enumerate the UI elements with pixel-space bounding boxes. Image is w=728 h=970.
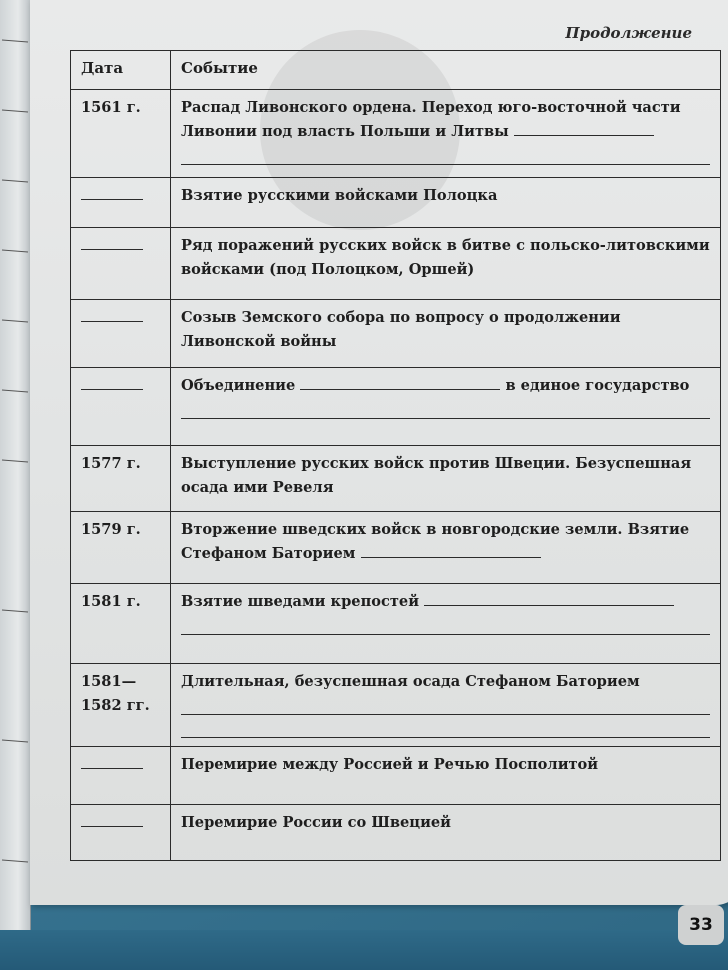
answer-line[interactable]: [181, 614, 710, 635]
left-page-lines: [0, 0, 30, 940]
date-cell: 1579 г.: [71, 512, 171, 584]
answer-line[interactable]: [181, 144, 710, 165]
event-cell: [171, 584, 721, 664]
continuation-label: Продолжение: [565, 24, 692, 42]
event-cell: [171, 512, 721, 584]
table-row: [71, 368, 721, 446]
table-header-row: [71, 51, 721, 90]
date-cell: [71, 805, 171, 861]
event-text: Вторжение шведских войск в новгородские земли. Взятие Стефаном Баторием: [181, 521, 690, 562]
table-row: [71, 446, 721, 512]
answer-blank[interactable]: [424, 591, 674, 606]
event-text-part1: Объединение: [181, 377, 296, 394]
date-cell: [71, 228, 171, 300]
event-cell: [171, 664, 721, 747]
date-blank[interactable]: [81, 375, 143, 390]
date-cell: [71, 178, 171, 228]
answer-line[interactable]: [181, 694, 710, 715]
event-cell: [171, 368, 721, 446]
date-cell: 1581 г.: [71, 584, 171, 664]
table-row: [71, 228, 721, 300]
event-cell: Выступление русских войск против Швеции. Безуспешная осада ими Ревеля: [171, 446, 721, 512]
table-row: [71, 747, 721, 805]
event-cell: Перемирие России со Швецией: [171, 805, 721, 861]
date-cell: 1561 г.: [71, 90, 171, 178]
table-row: [71, 512, 721, 584]
event-cell: Ряд поражений русских войск в битве с польско-литовскими войсками (под Полоцком, Оршей): [171, 228, 721, 300]
header-event: Событие: [171, 51, 721, 90]
table-row: [71, 805, 721, 861]
date-cell: [71, 368, 171, 446]
table-row: [71, 90, 721, 178]
date-cell: 1581—1582 гг.: [71, 664, 171, 747]
table-row: [71, 178, 721, 228]
date-blank[interactable]: [81, 235, 143, 250]
answer-blank[interactable]: [361, 543, 541, 558]
date-blank[interactable]: [81, 185, 143, 200]
background-cover: [0, 930, 728, 970]
event-text: Распад Ливонского ордена. Переход юго-восточной части Ливонии под власть Польши и Литвы: [181, 99, 681, 140]
answer-blank[interactable]: [514, 121, 654, 136]
date-cell: [71, 747, 171, 805]
table-row: [71, 300, 721, 368]
date-cell: [71, 300, 171, 368]
event-text: Длительная, безуспешная осада Стефаном Баторием: [181, 673, 640, 690]
event-text: Взятие шведами крепостей: [181, 593, 420, 610]
workbook-page: [30, 0, 728, 905]
events-table: [70, 50, 720, 861]
event-cell: Созыв Земского собора по вопросу о продолжении Ливонской войны: [171, 300, 721, 368]
date-blank[interactable]: [81, 307, 143, 322]
event-cell: Перемирие между Россией и Речью Посполитой: [171, 747, 721, 805]
left-page-edge: [0, 0, 31, 940]
date-blank[interactable]: [81, 754, 143, 769]
date-blank[interactable]: [81, 812, 143, 827]
answer-line[interactable]: [181, 717, 710, 738]
event-text-part2: в единое государство: [505, 377, 690, 394]
table-row: [71, 664, 721, 747]
header-date: Дата: [71, 51, 171, 90]
event-cell: [171, 90, 721, 178]
table-row: [71, 584, 721, 664]
page-number: 33: [678, 905, 724, 945]
date-cell: 1577 г.: [71, 446, 171, 512]
answer-line[interactable]: [181, 398, 710, 419]
event-cell: Взятие русскими войсками Полоцка: [171, 178, 721, 228]
answer-blank[interactable]: [300, 375, 500, 390]
